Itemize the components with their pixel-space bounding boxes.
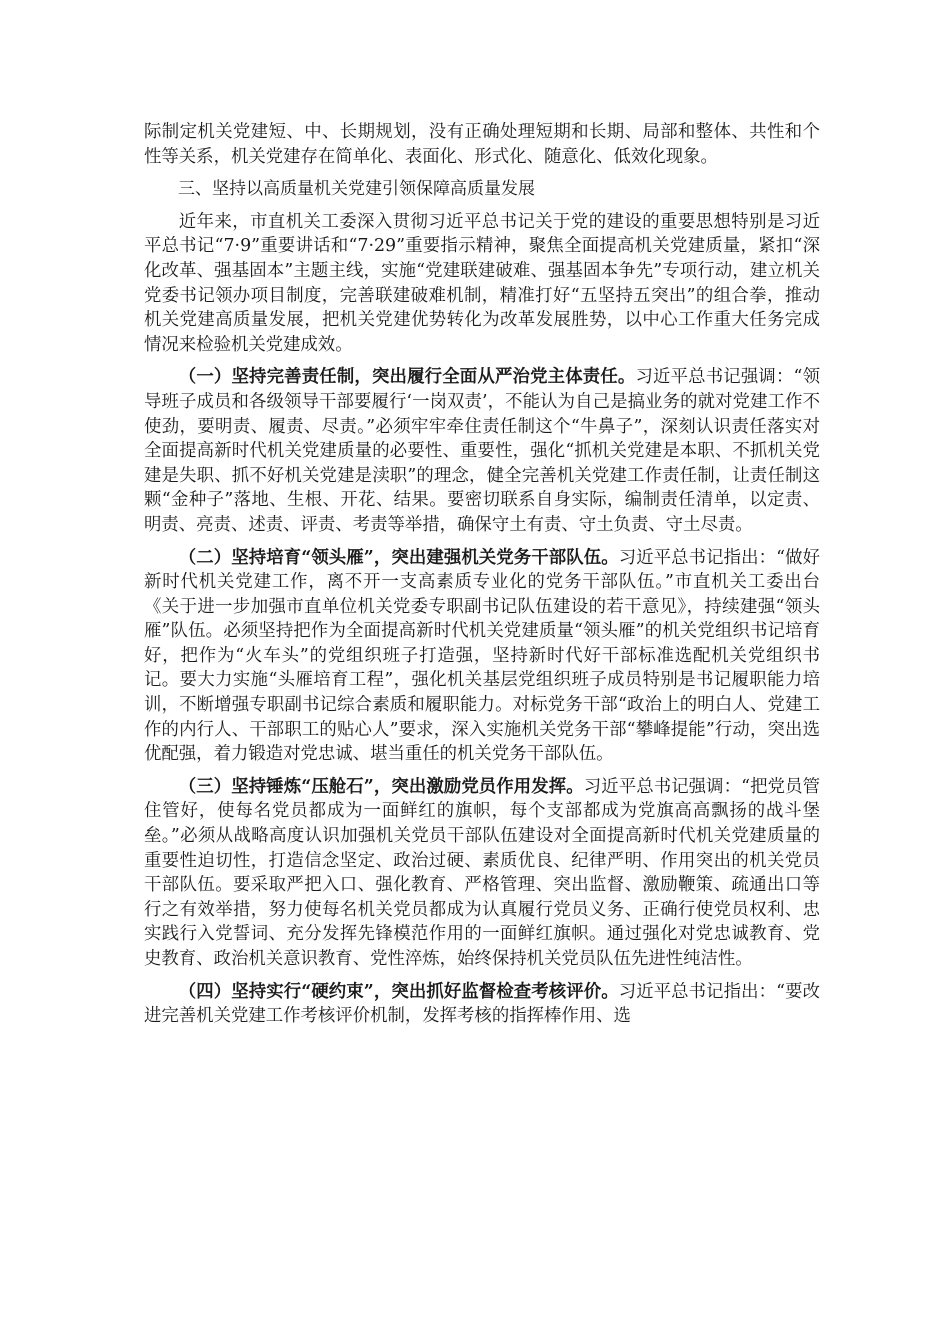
section-intro: 近年来，市直机关工委深入贯彻习近平总书记关于党的建设的重要思想特别是习近平总书记“7·9”重要讲话和“7·29”重要指示精神，聚焦全面提高机关党建质量，紧扣“深化改革、强基固本”主题主线，实施“党建联建破难、强基固本争先”专项行动，建立机关党委书记领办项目制度，完善联建破难机制，精准打好“五坚持五突出”的组合拳，推动机关党建高质量发展，把机关党建优势转化为改革发展胜势，以中心工作重大任务完成情况来检验机关党建成效。 [144, 211, 820, 355]
item-2-paragraph [144, 546, 820, 767]
item-1-lead: （一）坚持完善责任制，突出履行全面从严治党主体责任。 [178, 367, 636, 388]
item-3-paragraph [144, 775, 820, 972]
item-2-body: 习近平总书记指出：“做好新时代机关党建工作，离不开一支高素质专业化的党务干部队伍。”市直机关工委出台《关于进一步加强市直单位机关党委专职副书记队伍建设的若干意见》，持续建强“领头雁”队伍。必须坚持把作为全面提高新时代机关党建质量“领头雁”的机关党组织书记培育好，把作为“火车头”的党组织班子打造强，坚持新时代好干部标准选配机关党组织书记。要大力实施“头雁培育工程”，强化机关基层党组织班子成员特别是书记履职能力培训，不断增强专职副书记综合素质和履职能力。对标党务干部“政治上的明白人、党建工作的内行人、干部职工的贴心人”要求，深入实施机关党务干部“攀峰提能”行动，突出选优配强，着力锻造对党忠诚、堪当重任的机关党务干部队伍。 [144, 547, 820, 765]
item-1-body: 习近平总书记强调：“领导班子成员和各级领导干部要履行‘一岗双责’，不能认为自己是搞业务的就对党建工作不使劲，要明责、履责、尽责。”必须牢牢牵住责任制这个“牛鼻子”，深刻认识责任落实对全面提高新时代机关党建质量的必要性、重要性，强化“抓机关党建是本职、不抓机关党建是失职、抓不好机关党建是渎职”的理念，健全完善机关党建工作责任制，让责任制这颗“金种子”落地、生根、开花、结果。要密切联系自身实际，编制责任清单，以定责、明责、亮责、述责、评责、考责等举措，确保守土有责、守土负责、守土尽责。 [144, 367, 820, 535]
item-3-body: 习近平总书记强调：“把党员管住管好，使每名党员都成为一面鲜红的旗帜，每个支部都成为党旗高高飘扬的战斗堡垒。”必须从战略高度认识加强机关党员干部队伍建设对全面提高新时代机关党建质量的重要性迫切性，打造信念坚定、政治过硬、素质优良、纪律严明、作用突出的机关党员干部队伍。要采取严把入口、强化教育、严格管理、突出监督、激励鞭策、疏通出口等行之有效举措，努力使每名机关党员都成为认真履行党员义务、正确行使党员权利、忠实践行入党誓词、充分发挥先锋模范作用的一面鲜红旗帜。通过强化对党忠诚教育、党史教育、政治机关意识教育、党性淬炼，始终保持机关党员队伍先进性纯洁性。 [144, 776, 820, 969]
item-1-paragraph [144, 365, 820, 537]
document-page [144, 120, 820, 1037]
item-4-body: 习近平总书记指出：“要改进完善机关党建工作考核评价机制，发挥考核的指挥棒作用、选 [144, 981, 820, 1027]
item-4-lead: （四）坚持实行“硬约束”，突出抓好监督检查考核评价。 [178, 981, 619, 1002]
item-3-lead: （三）坚持锤炼“压舱石”，突出激励党员作用发挥。 [178, 776, 584, 797]
section-heading: 三、坚持以高质量机关党建引领保障高质量发展 [178, 179, 535, 200]
item-4-paragraph [144, 980, 820, 1029]
item-2-lead: （二）坚持培育“领头雁”，突出建强机关党务干部队伍。 [178, 547, 619, 568]
intro-continuation: 际制定机关党建短、中、长期规划，没有正确处理短期和长期、局部和整体、共性和个性等关系，机关党建存在简单化、表面化、形式化、随意化、低效化现象。 [144, 122, 820, 167]
